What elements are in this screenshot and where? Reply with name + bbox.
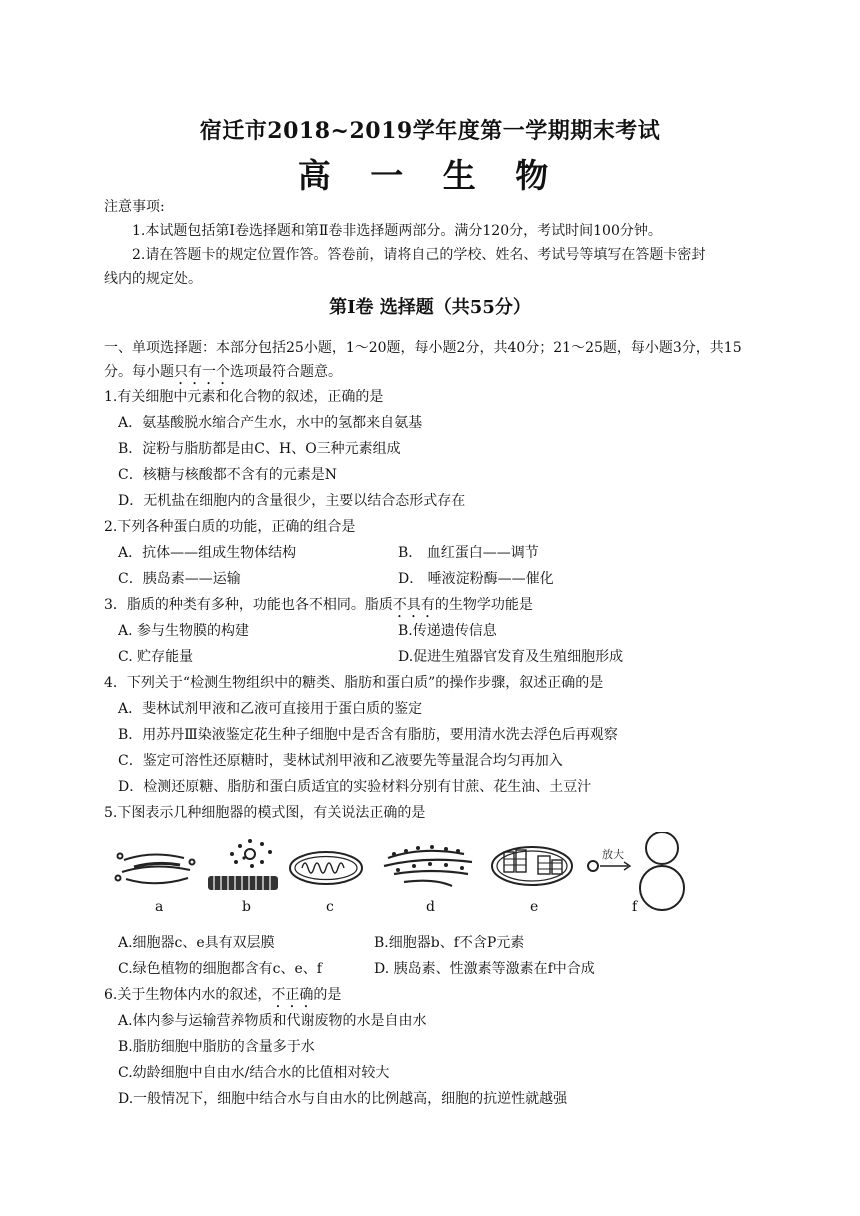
- notice-item-2b: 线内的规定处。: [104, 271, 202, 287]
- figure-label-f: f: [632, 899, 638, 915]
- q6-option-d: D.一般情况下，细胞中结合水与自由水的比例越高，细胞的抗逆性就越强: [118, 1091, 568, 1107]
- figure-label-d: d: [426, 899, 435, 915]
- organelle-c-mitochondrion: [290, 852, 362, 884]
- notice-heading: 注意事项:: [104, 199, 165, 215]
- q1-option-d: D．无机盐在细胞内的含量很少，主要以结合态形式存在: [118, 493, 466, 509]
- section-intro-a: 一、单项选择题：本部分包括25小题，1～20题，每小题2分，共40分；21～25题，每小题3分，共15: [104, 340, 742, 356]
- q5-stem: 5.下图表示几种细胞器的模式图，有关说法正确的是: [104, 805, 426, 821]
- intro-post: 选项最符合题意。: [230, 364, 342, 380]
- q2-option-b: B． 血红蛋白——调节: [398, 545, 539, 561]
- organelle-b-centriole: [208, 839, 278, 890]
- exam-title: 宿迁市2018~2019学年度第一学期期末考试: [199, 118, 661, 144]
- q4-option-c: C．鉴定可溶性还原糖时，斐林试剂甲液和乙液要先等量混合均匀再加入: [118, 753, 563, 769]
- q6-stem-post: 的是: [313, 987, 342, 1003]
- organelle-figure: [112, 832, 692, 922]
- q3-option-b: B.传递遗传信息: [398, 623, 497, 639]
- q2-option-d: D． 唾液淀粉酶——催化: [398, 571, 554, 587]
- q2-option-c: C．胰岛素——运输: [118, 571, 241, 587]
- q1-option-c: C．核糖与核酸都不含有的元素是N: [118, 467, 337, 483]
- section-title: 第Ⅰ卷 选择题（共55分）: [329, 297, 531, 318]
- q2-option-a: A．抗体——组成生物体结构: [118, 545, 297, 561]
- organelle-a-golgi: [116, 854, 195, 884]
- q1-option-b: B．淀粉与脂肪都是由C、H、O三种元素组成: [118, 441, 401, 457]
- q6-stem-pre: 6.关于生物体内水的叙述，: [104, 987, 272, 1003]
- intro-pre: 分。每小题: [104, 364, 174, 380]
- q6-option-c: C.幼龄细胞中自由水/结合水的比值相对较大: [118, 1065, 390, 1081]
- q4-option-d: D．检测还原糖、脂肪和蛋白质适宜的实验材料分别有甘蔗、花生油、土豆汁: [118, 779, 592, 795]
- q4-stem: 4．下列关于“检测生物组织中的糖类、脂肪和蛋白质”的操作步骤，叙述正确的是: [104, 675, 604, 691]
- q5-option-a: A.细胞器c、e具有双层膜: [118, 935, 275, 951]
- q6-stem-emphasis: 不正确: [271, 987, 314, 1003]
- q1-stem: 1.有关细胞中元素和化合物的叙述，正确的是: [104, 389, 384, 405]
- figure-label-e: e: [530, 899, 539, 915]
- q3-option-a: A. 参与生物膜的构建: [118, 623, 250, 639]
- q3-stem-emphasis: 不具有: [392, 597, 435, 613]
- q6-option-b: B.脂肪细胞中脂肪的含量多于水: [118, 1039, 315, 1055]
- q2-stem: 2.下列各种蛋白质的功能，正确的组合是: [104, 519, 356, 535]
- organelle-e-chloroplast: [492, 847, 572, 885]
- figure-label-c: c: [326, 899, 334, 915]
- q3-stem-pre: 3．脂质的种类有多种，功能也各不相同。脂质: [104, 597, 393, 613]
- q4-option-a: A．斐林试剂甲液和乙液可直接用于蛋白质的鉴定: [118, 701, 423, 717]
- organelle-d-rough-er: [384, 845, 472, 886]
- notice-item-1: 1.本试题包括第Ⅰ卷选择题和第Ⅱ卷非选择题两部分。满分120分，考试时间100分钟。: [132, 223, 662, 239]
- q5-option-b: B.细胞器b、f不含P元素: [374, 935, 525, 951]
- q5-option-c: C.绿色植物的细胞都含有c、e、f: [118, 961, 322, 977]
- notice-item-2a: 2.请在答题卡的规定位置作答。答卷前，请将自己的学校、姓名、考试号等填写在答题卡密封: [132, 247, 706, 263]
- q3-stem: [104, 596, 533, 621]
- section-intro-b: [104, 363, 342, 388]
- q3-option-d: D.促进生殖器官发育及生殖细胞形成: [398, 649, 624, 665]
- q4-option-b: B．用苏丹Ⅲ染液鉴定花生种子细胞中是否含有脂肪，要用清水洗去浮色后再观察: [118, 727, 618, 743]
- q6-option-a: A.体内参与运输营养物质和代谢废物的水是自由水: [118, 1013, 427, 1029]
- figure-label-b: b: [242, 899, 251, 915]
- exam-subject: 高 一 生 物: [297, 156, 563, 195]
- q5-option-d: D. 胰岛素、性激素等激素在f中合成: [374, 961, 595, 977]
- q3-option-c: C. 贮存能量: [118, 649, 194, 665]
- q1-option-a: A．氨基酸脱水缩合产生水，水中的氢都来自氨基: [118, 415, 423, 431]
- intro-emphasis: 只有一个: [174, 364, 230, 380]
- q6-stem: [104, 986, 341, 1011]
- figure-arrow-text: 放大: [602, 848, 624, 861]
- figure-label-a: a: [155, 899, 164, 915]
- q3-stem-post: 的生物学功能是: [434, 597, 533, 613]
